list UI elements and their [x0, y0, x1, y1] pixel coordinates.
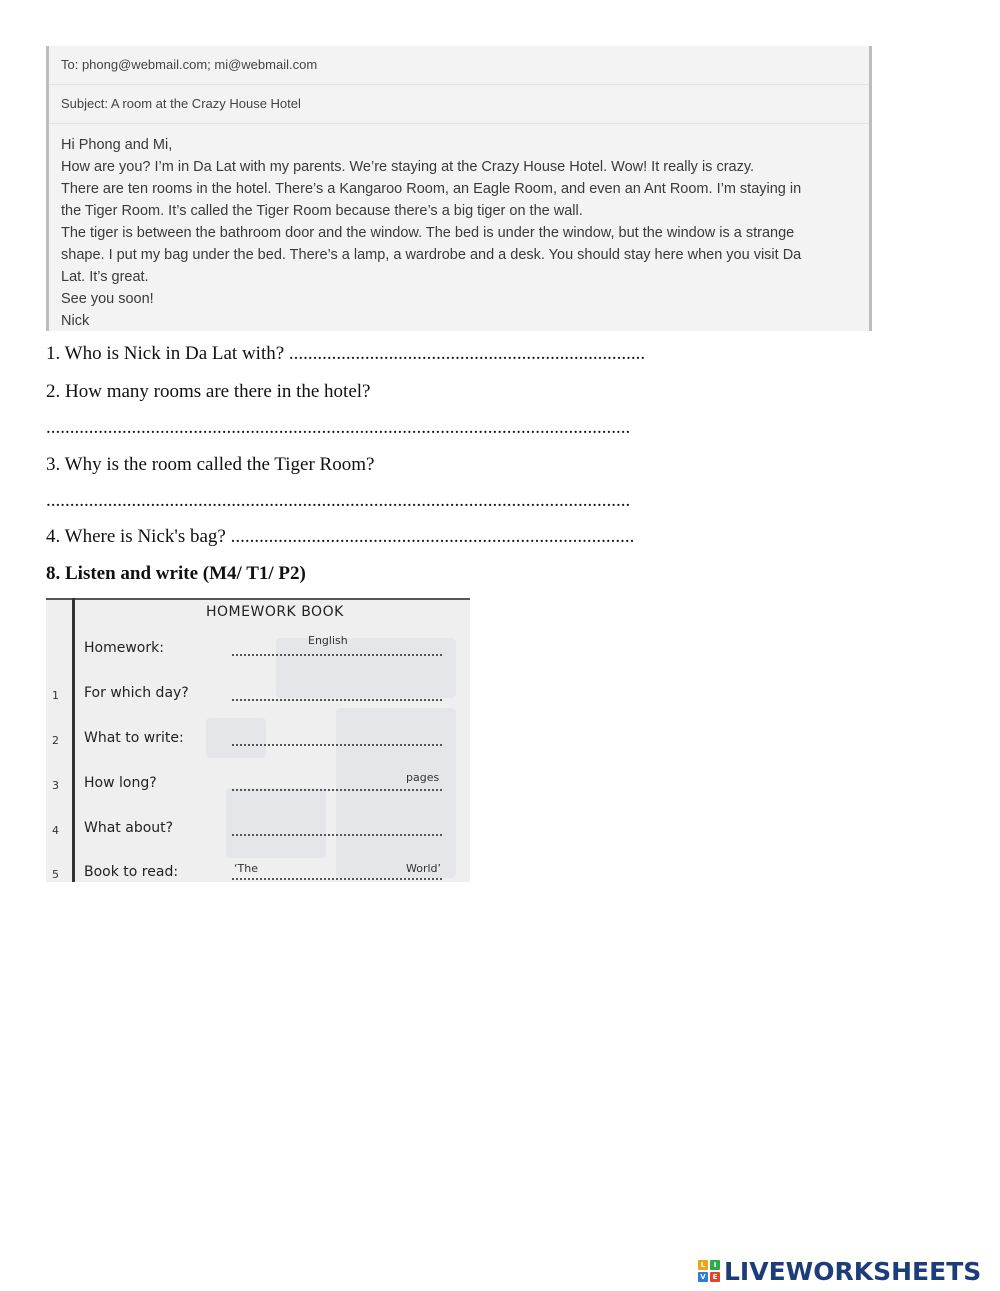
row-number: 2	[52, 734, 59, 747]
homework-row	[46, 771, 470, 795]
row-label: Book to read:	[84, 864, 179, 880]
email-line: Hi Phong and Mi,	[61, 137, 173, 153]
logo-tile: L	[698, 1260, 708, 1270]
homework-row	[46, 636, 470, 660]
answer-line[interactable]	[232, 699, 442, 701]
prefilled-answer: pages	[406, 771, 440, 784]
answer-line[interactable]	[232, 834, 442, 836]
homework-row	[46, 681, 470, 705]
row-number: 5	[52, 868, 59, 881]
homework-book-title: HOMEWORK BOOK	[206, 604, 344, 620]
email-line: See you soon!	[61, 291, 154, 307]
row-label: What about?	[84, 820, 174, 836]
answer-line[interactable]	[232, 878, 442, 880]
answer-3-line[interactable]: ...........................................................................................................................	[46, 490, 631, 511]
question-2: 2. How many rooms are there in the hotel?	[46, 381, 371, 402]
homework-book-image	[46, 598, 470, 882]
logo-tile: E	[710, 1272, 720, 1282]
email-line: the Tiger Room. It’s called the Tiger Room because there’s a big tiger on the wall.	[61, 203, 583, 219]
email-line: How are you? I’m in Da Lat with my parents. We’re staying at the Crazy House Hotel. Wow! It really is crazy.	[61, 159, 755, 175]
row-label: How long?	[84, 775, 157, 791]
logo-tile: V	[698, 1272, 708, 1282]
row-number: 1	[52, 689, 59, 702]
homework-row	[46, 726, 470, 750]
prefilled-answer: World’	[406, 862, 442, 875]
answer-line[interactable]	[232, 789, 442, 791]
answer-line[interactable]	[232, 744, 442, 746]
email-line: Nick	[61, 313, 90, 329]
email-box	[46, 46, 872, 331]
email-line: Lat. It’s great.	[61, 269, 149, 285]
question-3: 3. Why is the room called the Tiger Room?	[46, 454, 375, 475]
row-number: 3	[52, 779, 59, 792]
email-line: The tiger is between the bathroom door and the window. The bed is under the window, but the window is a strange	[61, 225, 795, 241]
logo-tiles-icon	[698, 1260, 720, 1282]
prefilled-answer: English	[308, 634, 348, 647]
email-subject: Subject: A room at the Crazy House Hotel	[49, 85, 869, 124]
row-number: 4	[52, 824, 59, 837]
logo-tile: I	[710, 1260, 720, 1270]
top-border	[46, 598, 470, 600]
section-8-heading: 8. Listen and write (M4/ T1/ P2)	[46, 563, 306, 584]
email-to: To: phong@webmail.com; mi@webmail.com	[49, 46, 869, 85]
logo-text: LIVEWORKSHEETS	[724, 1256, 982, 1286]
answer-line[interactable]	[232, 654, 442, 656]
question-4[interactable]: 4. Where is Nick's bag? .....................................................................................	[46, 526, 635, 547]
prefilled-answer: ‘The	[234, 862, 258, 875]
row-label: Homework:	[84, 640, 164, 656]
homework-row	[46, 816, 470, 840]
row-label: For which day?	[84, 685, 189, 701]
liveworksheets-logo	[698, 1255, 981, 1287]
question-1[interactable]: 1. Who is Nick in Da Lat with? ...........................................................................	[46, 343, 646, 364]
email-line: shape. I put my bag under the bed. There’s a lamp, a wardrobe and a desk. You should stay here when you visit Da	[61, 247, 802, 263]
email-line: There are ten rooms in the hotel. There’s a Kangaroo Room, an Eagle Room, and even an Ant Room. I’m staying in	[61, 181, 802, 197]
row-label: What to write:	[84, 730, 184, 746]
homework-row	[46, 860, 470, 882]
answer-2-line[interactable]: ...........................................................................................................................	[46, 417, 631, 438]
email-body	[49, 124, 869, 332]
